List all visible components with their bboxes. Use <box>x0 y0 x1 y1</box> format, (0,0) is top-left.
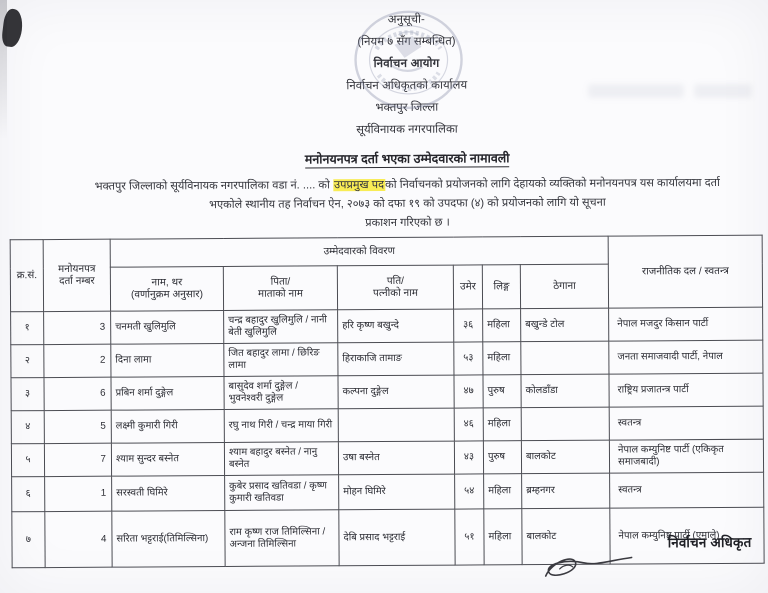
cell-party: स्वतन्त्र <box>610 472 764 508</box>
cell-registration-no: 2 <box>44 344 111 377</box>
cell-gender: महिला <box>484 474 522 509</box>
office-line: निर्वाचन अधिकृतको कार्यालय <box>346 79 468 93</box>
cell-name: प्रबिन शर्मा दुङ्गेल <box>111 376 224 410</box>
cell-serial: ३ <box>11 378 44 411</box>
cell-parents: बासुदेव शर्मा दुङ्गेल / भुवनेश्वरी दुङ्गेल <box>224 376 338 410</box>
cell-address: ब्रम्हनगर <box>522 473 610 509</box>
cell-registration-no: 5 <box>44 410 111 443</box>
cell-serial: ६ <box>12 477 45 512</box>
table-header-row-1 <box>10 235 762 268</box>
cell-name: सरस्वती घिमिरे <box>112 475 225 511</box>
commission-line: निर्वाचन आयोग <box>373 57 440 71</box>
cell-gender: महिला <box>483 408 521 441</box>
cell-spouse: हरि कृष्ण बखुन्दे <box>338 309 454 343</box>
col-header-name: नाम, थर (वर्णानुक्रम अनुसार) <box>110 266 223 311</box>
table-row <box>11 439 763 477</box>
cell-party: नेपाल कम्युनिष्ट पार्टी (एमाले) <box>610 507 764 564</box>
cell-spouse: उषा बस्नेत <box>338 441 454 475</box>
col-header-gender: लिङ्ग <box>482 265 520 309</box>
cell-party: नेपाल कम्युनिष्ट पार्टी (एकिकृत समाजबादी) <box>609 439 763 473</box>
cell-address: बालकोट <box>521 440 609 474</box>
document-header <box>0 0 767 139</box>
cell-party: जनता समाजवादी पार्टी, नेपाल <box>609 340 763 374</box>
col-header-party: राजनीतिक दल / स्वतन्त्र <box>608 235 762 308</box>
cell-address <box>521 407 609 441</box>
page-title: मनोनयनपत्र दर्ता भएका उम्मेदवारको नामावली <box>304 151 510 167</box>
cell-age: ३६ <box>454 309 483 342</box>
cell-parents: कुबेर प्रसाद खतिवडा / कृष्ण कुमारी खतिवडा <box>225 475 339 511</box>
candidate-table <box>10 235 765 569</box>
cell-registration-no: 3 <box>44 311 111 344</box>
cell-age: ५१ <box>455 509 484 565</box>
cell-parents: जित बहादुर लामा / छिरिङ लामा <box>224 343 338 377</box>
notice-line-1: भक्तपुर जिल्लाको सूर्यविनायक नगरपालिका वडा नं. .... को उपप्रमुख पदको निर्वाचनको प्रयोजनको लागि देहायको व्यक्तिको मनोनयनपत्र यस कार्यालयमा दर्ता <box>94 176 720 193</box>
col-header-registration: मनोयनपत्र दर्ता नम्बर <box>43 239 110 311</box>
cell-registration-no: 4 <box>45 511 112 567</box>
table-row <box>11 373 763 411</box>
cell-gender: महिला <box>483 309 521 342</box>
cell-age: ४७ <box>454 375 483 408</box>
cell-party: राष्ट्रिय प्रजातन्त्र पार्टी <box>609 373 763 407</box>
cell-gender: पुरुष <box>483 375 521 408</box>
cell-serial: १ <box>11 312 44 345</box>
cell-serial: ५ <box>11 444 44 477</box>
rule-line: (नियम ७ सँग सम्बन्धित) <box>357 35 456 49</box>
notice-line-2: भएकोले स्थानीय तह निर्वाचन ऐन, २०७३ को दफा १९ को उपदफा (४) को प्रयोजनको लागि यो सूचना <box>209 196 606 212</box>
cell-spouse: कल्पना दुङ्गेल <box>338 375 454 409</box>
table-row <box>11 340 763 378</box>
cell-address <box>521 341 609 375</box>
cell-serial: ७ <box>12 512 45 568</box>
col-header-candidate-details: उम्मेदवारको विवरण <box>110 236 608 267</box>
cell-name: दिना लामा <box>111 343 224 377</box>
cell-address: बखुन्डे टोल <box>521 308 609 342</box>
notice-line-3: प्रकाशन गरिएको छ । <box>365 216 450 230</box>
cell-gender: महिला <box>483 342 521 375</box>
cell-age: ४६ <box>454 408 483 441</box>
annex-line: अनुसूची- <box>387 13 425 26</box>
table-row <box>12 507 764 568</box>
cell-parents: श्याम बहादुर बस्नेत / नानु बस्नेत <box>224 442 338 476</box>
cell-spouse: देबि प्रसाद भट्टराई <box>339 509 455 566</box>
cell-age: ५४ <box>455 474 484 509</box>
cell-party: नेपाल मजदुर किसान पार्टी <box>609 307 763 341</box>
cell-gender: पुरुष <box>483 441 521 474</box>
col-header-address: ठेगाना <box>520 264 608 309</box>
table-row <box>11 307 763 345</box>
municipality-line: सूर्यविनायक नगरपालिका <box>356 123 458 137</box>
col-header-spouse: पति/ पत्नीको नाम <box>337 265 453 310</box>
cell-name: सरिता भट्टराई(तिमिल्सिना) <box>112 510 225 567</box>
election-officer-title: निर्वाचन अधिकृत <box>667 534 752 551</box>
table-row <box>11 406 763 444</box>
cell-registration-no: 6 <box>44 377 111 410</box>
cell-address: कोलडाँडा <box>521 374 609 408</box>
table-row <box>12 472 764 512</box>
cell-registration-no: 7 <box>44 443 111 476</box>
col-header-parents: पिता/ माताको नाम <box>223 266 337 311</box>
cell-parents: राम कृष्ण राज तिमिल्सिना / अन्जना तिमिल्सिना <box>225 510 339 567</box>
cell-party: स्वतन्त्र <box>609 406 763 440</box>
cell-spouse: हिराकाजि तामाङ <box>338 342 454 376</box>
cell-age: ४३ <box>454 441 483 474</box>
cell-address: बालकोट <box>522 508 610 565</box>
cell-name: चनमती खुलिमुलि <box>111 310 224 344</box>
district-line: भक्तपुर जिल्ला <box>375 101 439 115</box>
cell-gender: महिला <box>484 509 522 565</box>
highlighted-post-name: उपप्रमुख पद <box>333 178 385 192</box>
cell-serial: ४ <box>11 411 44 444</box>
cell-name: लक्ष्मी कुमारी गिरी <box>111 409 224 443</box>
cell-registration-no: 1 <box>45 476 112 511</box>
cell-parents: रघु नाथ गिरी / चन्द्र माया गिरी <box>224 409 338 443</box>
cell-name: श्याम सुन्दर बस्नेत <box>111 442 224 476</box>
cell-spouse: मोहन घिमिरे <box>339 474 455 510</box>
signature-scribble <box>536 551 648 590</box>
cell-parents: चन्द्र बहादुर खुलिमुलि / नानी बेती खुलिमुलि <box>224 310 338 344</box>
cell-spouse <box>338 408 454 442</box>
col-header-age: उमेर <box>453 265 482 309</box>
cell-serial: २ <box>11 345 44 378</box>
notice-paragraph <box>0 174 768 236</box>
cell-age: ५३ <box>454 342 483 375</box>
col-header-serial: क्र.सं. <box>10 240 43 312</box>
